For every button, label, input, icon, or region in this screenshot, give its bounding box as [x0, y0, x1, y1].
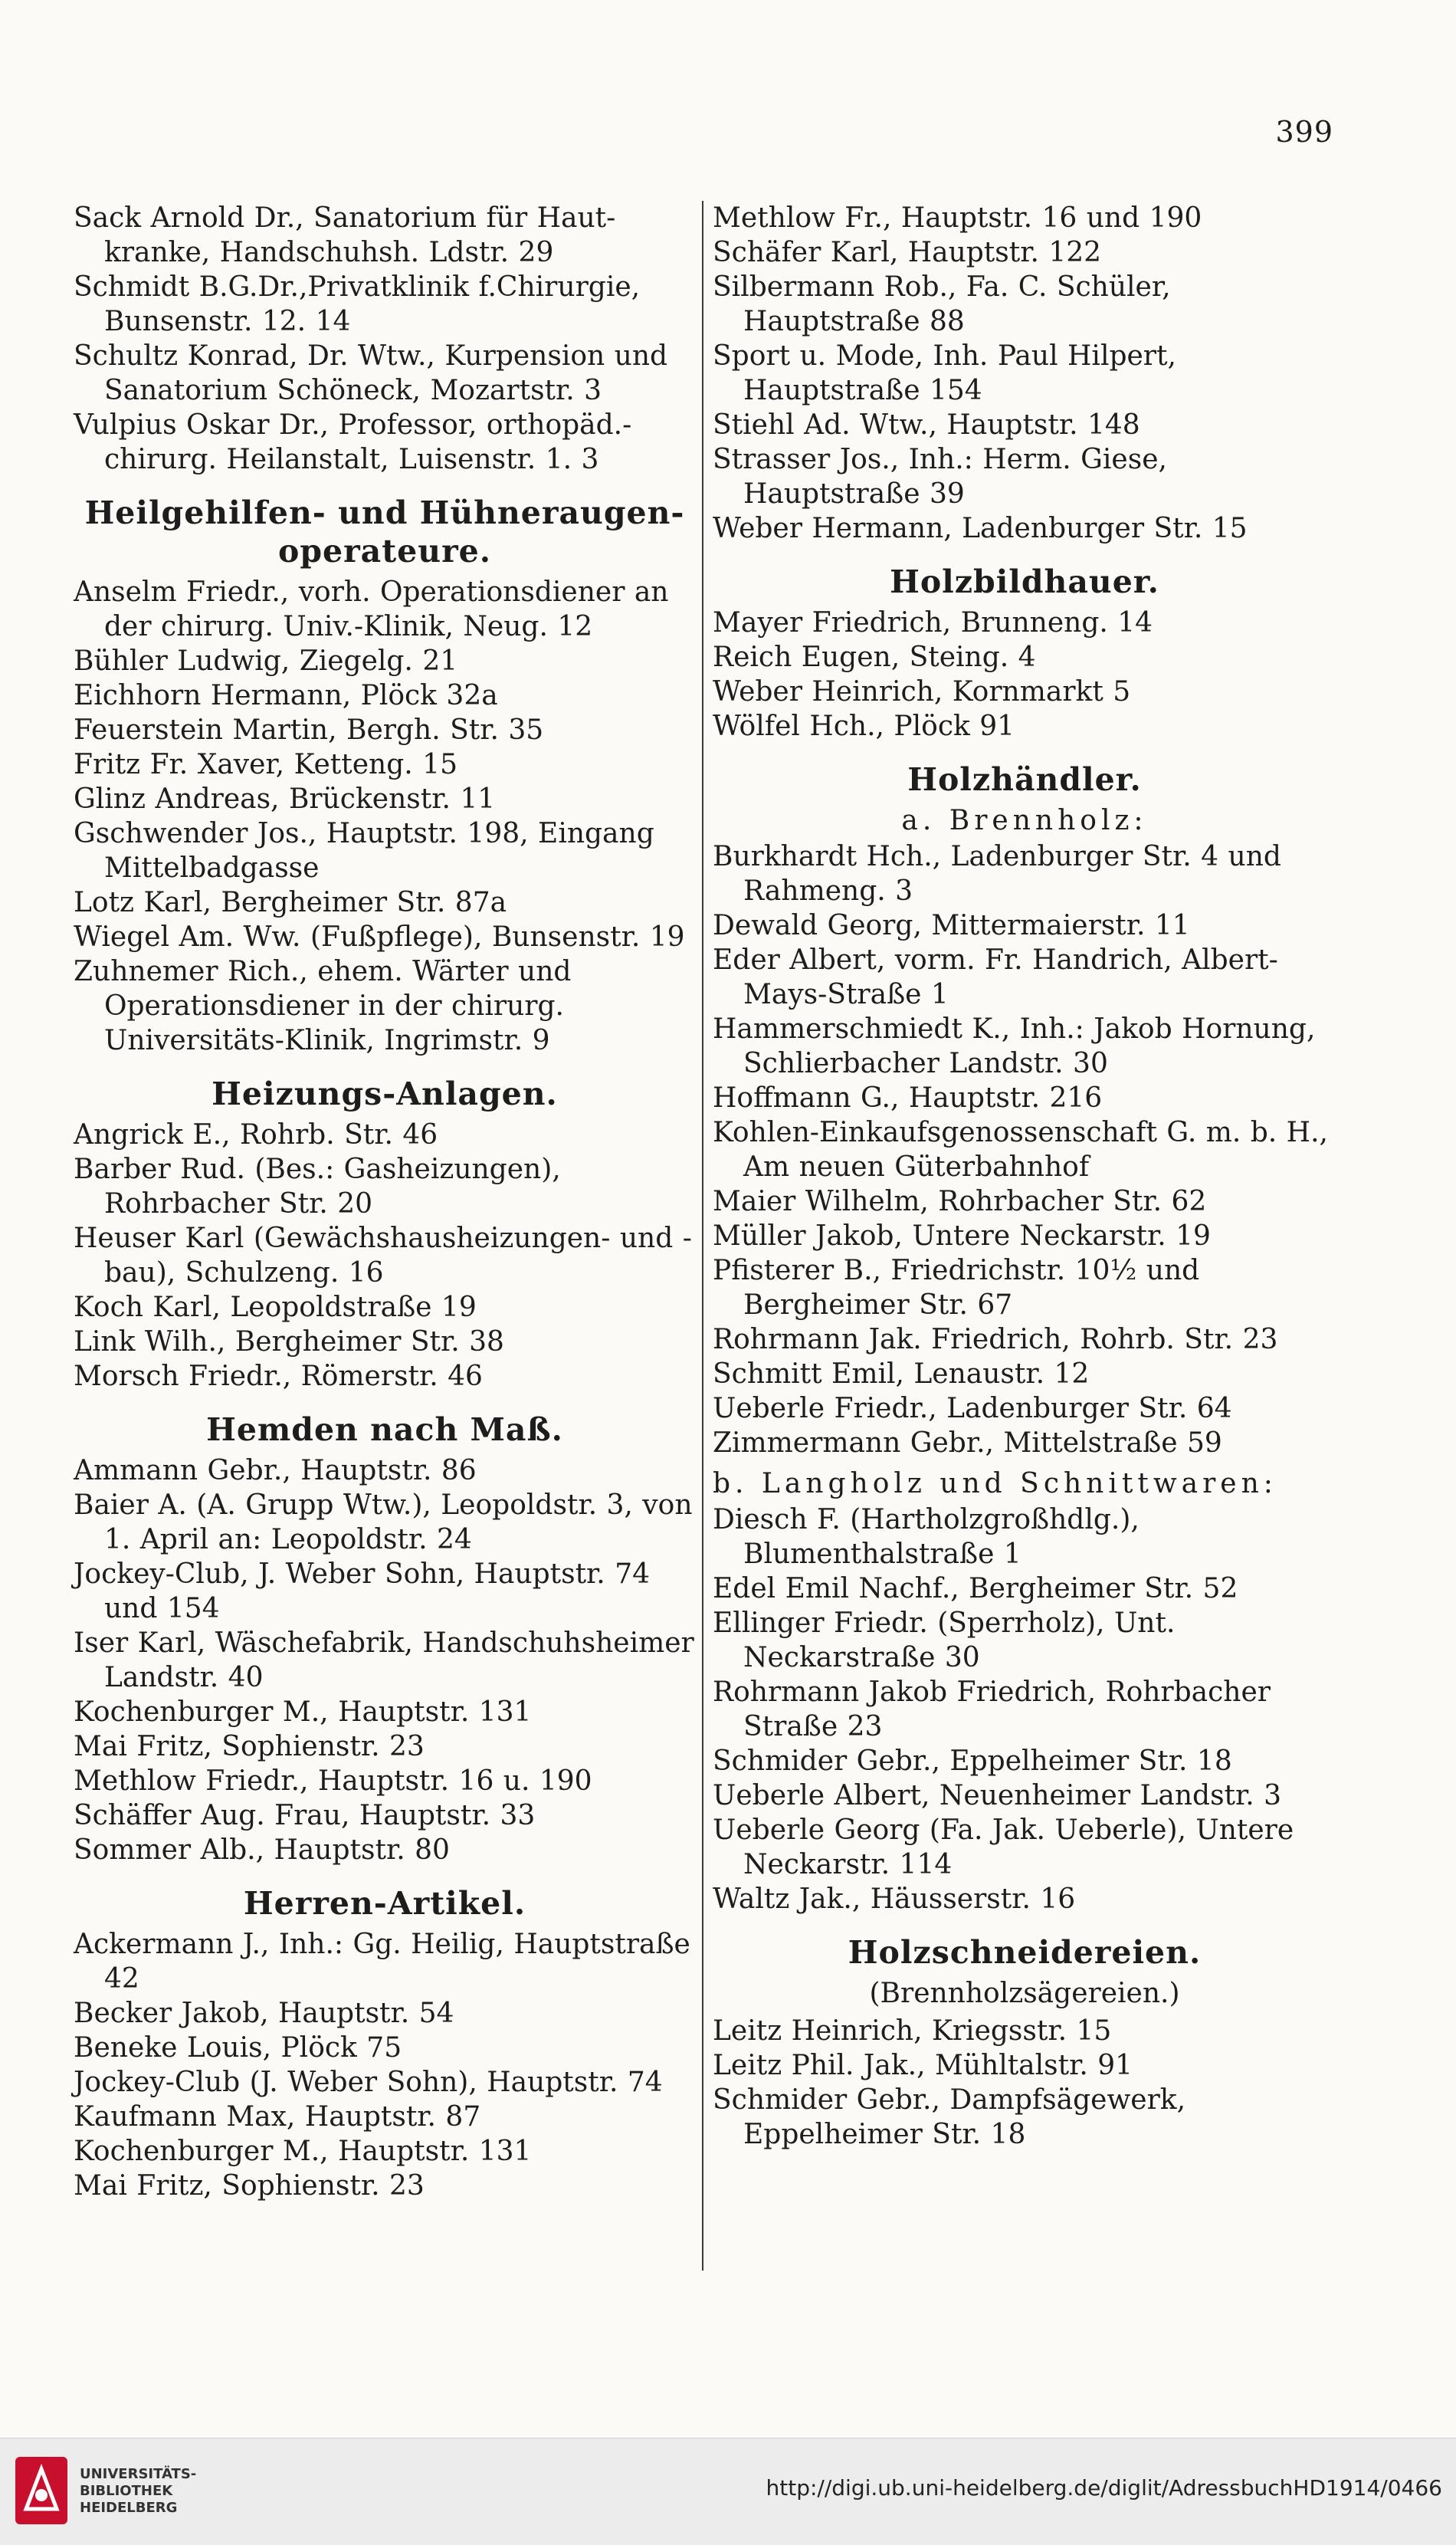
viewer-footer [0, 2438, 1456, 2545]
directory-entry: Eichhorn Hermann, Plöck 32a [74, 680, 498, 711]
directory-entry: Silbermann Rob., Fa. C. Schüler, Hauptstraße 88 [713, 271, 1171, 337]
section-heading-holzschneidereien: Holzschneidereien. [848, 1934, 1202, 1971]
directory-entry: Morsch Friedr., Römerstr. 46 [74, 1361, 483, 1392]
directory-entry: Link Wilh., Bergheimer Str. 38 [74, 1326, 504, 1358]
directory-entry: Glinz Andreas, Brückenstr. 11 [74, 783, 496, 815]
directory-entry: Vulpius Oskar Dr., Professor, orthopäd.-chirurg. Heilanstalt, Luisenstr. 1. 3 [74, 409, 632, 475]
page-number: 399 [1275, 115, 1333, 149]
directory-entry: Jockey-Club, J. Weber Sohn, Hauptstr. 74 und 154 [74, 1558, 650, 1624]
library-name-line: HEIDELBERG [80, 2500, 178, 2516]
directory-entry: Sommer Alb., Hauptstr. 80 [74, 1834, 450, 1866]
left-column [74, 201, 696, 2203]
directory-entry: Schäfer Karl, Hauptstr. 122 [713, 237, 1102, 268]
directory-entry: Schmitt Emil, Lenaustr. 12 [713, 1358, 1090, 1390]
directory-entry: Stiehl Ad. Wtw., Hauptstr. 148 [713, 409, 1140, 441]
directory-entry: Ammann Gebr., Hauptstr. 86 [74, 1455, 477, 1486]
section-heading-heizungs-anlagen: Heizungs-Anlagen. [212, 1075, 558, 1112]
directory-entry: Sack Arnold Dr., Sanatorium für Haut-kranke, Handschuhsh. Ldstr. 29 [74, 202, 616, 268]
directory-entry: Zimmermann Gebr., Mittelstraße 59 [713, 1427, 1222, 1459]
directory-entry: Wölfel Hch., Plöck 91 [713, 711, 1015, 742]
directory-entry: Bühler Ludwig, Ziegelg. 21 [74, 645, 458, 677]
directory-entry: Pfisterer B., Friedrichstr. 10½ und Bergheimer Str. 67 [713, 1255, 1200, 1321]
directory-entry: Hoffmann G., Hauptstr. 216 [713, 1082, 1103, 1114]
directory-entry: Weber Hermann, Ladenburger Str. 15 [713, 513, 1248, 544]
directory-entry: Ueberle Friedr., Ladenburger Str. 64 [713, 1393, 1232, 1424]
directory-entry: Eder Albert, vorm. Fr. Handrich, Albert-Mays-Straße 1 [713, 944, 1278, 1010]
directory-entry: Lotz Karl, Bergheimer Str. 87a [74, 887, 507, 918]
directory-entry: Mai Fritz, Sophienstr. 23 [74, 1731, 425, 1762]
directory-entry: Beneke Louis, Plöck 75 [74, 2032, 402, 2064]
directory-entry: Kochenburger M., Hauptstr. 131 [74, 1696, 532, 1728]
directory-entry: Heuser Karl (Gewächshausheizungen- und -bau), Schulzeng. 16 [74, 1223, 692, 1289]
directory-entry: Iser Karl, Wäschefabrik, Handschuhsheimer Landstr. 40 [74, 1627, 694, 1693]
library-name-line: UNIVERSITÄTS- [80, 2466, 197, 2482]
directory-entry: Mai Fritz, Sophienstr. 23 [74, 2170, 425, 2202]
section-heading-herren-artikel: Herren-Artikel. [243, 1885, 526, 1922]
directory-entry: Methlow Friedr., Hauptstr. 16 u. 190 [74, 1765, 592, 1797]
university-seal-icon [14, 2455, 69, 2526]
directory-entry: Anselm Friedr., vorh. Operationsdiener an der chirurg. Univ.-Klinik, Neug. 12 [74, 576, 669, 642]
directory-entry: Burkhardt Hch., Ladenburger Str. 4 und Rahmeng. 3 [713, 841, 1281, 907]
directory-entry: Gschwender Jos., Hauptstr. 198, Eingang Mittelbadgasse [74, 818, 654, 884]
directory-entry: Schmidt B.G.Dr.,Privatklinik f.Chirurgie, Bunsenstr. 12. 14 [74, 271, 641, 337]
directory-entry: Maier Wilhelm, Rohrbacher Str. 62 [713, 1186, 1207, 1217]
directory-entry: Müller Jakob, Untere Neckarstr. 19 [713, 1220, 1211, 1252]
section-heading-holzbildhauer: Holzbildhauer. [890, 563, 1159, 600]
directory-entry: Fritz Fr. Xaver, Ketteng. 15 [74, 749, 457, 780]
directory-entry: Rohrmann Jak. Friedrich, Rohrb. Str. 23 [713, 1324, 1278, 1355]
directory-entry: Reich Eugen, Steing. 4 [713, 642, 1036, 673]
directory-entry: Schäffer Aug. Frau, Hauptstr. 33 [74, 1800, 536, 1831]
directory-entry: Ueberle Georg (Fa. Jak. Ueberle), Untere Neckarstr. 114 [713, 1814, 1294, 1880]
directory-entry: Zuhnemer Rich., ehem. Wärter und Operationsdiener in der chirurg. Universitäts-Klinik, Ingrimstr. 9 [74, 956, 572, 1056]
directory-entry: Weber Heinrich, Kornmarkt 5 [713, 676, 1131, 708]
directory-entry: Koch Karl, Leopoldstraße 19 [74, 1292, 477, 1323]
directory-entry: Hammerschmiedt K., Inh.: Jakob Hornung, Schlierbacher Landstr. 30 [713, 1013, 1316, 1079]
directory-entry: Baier A. (A. Grupp Wtw.), Leopoldstr. 3, von 1. April an: Leopoldstr. 24 [74, 1489, 693, 1555]
library-name [80, 2466, 196, 2517]
section-heading-hemden: Hemden nach Maß. [206, 1411, 563, 1448]
subheading-brennholz: a. Brennholz: [901, 805, 1148, 836]
directory-entry: Ueberle Albert, Neuenheimer Landstr. 3 [713, 1780, 1282, 1811]
directory-entry: Kaufmann Max, Hauptstr. 87 [74, 2101, 481, 2133]
directory-entry: Leitz Heinrich, Kriegsstr. 15 [713, 2015, 1112, 2047]
directory-entry: Leitz Phil. Jak., Mühltalstr. 91 [713, 2050, 1133, 2081]
directory-entry: Ellinger Friedr. (Sperrholz), Unt. Neckarstraße 30 [713, 1607, 1176, 1673]
section-heading-holzhaendler: Holzhändler. [907, 761, 1142, 798]
directory-entry: Edel Emil Nachf., Bergheimer Str. 52 [713, 1573, 1238, 1604]
directory-entry: Angrick E., Rohrb. Str. 46 [74, 1119, 438, 1151]
library-name-line: BIBLIOTHEK [80, 2483, 173, 2499]
directory-entry: Dewald Georg, Mittermaierstr. 11 [713, 910, 1190, 941]
section-subtitle: (Brennholzsägereien.) [869, 1978, 1180, 2009]
right-column [713, 201, 1336, 2152]
directory-entry: Waltz Jak., Häusserstr. 16 [713, 1883, 1076, 1915]
directory-entry: Feuerstein Martin, Bergh. Str. 35 [74, 714, 544, 746]
directory-entry: Rohrmann Jakob Friedrich, Rohrbacher Straße 23 [713, 1676, 1271, 1742]
directory-entry: Sport u. Mode, Inh. Paul Hilpert, Hauptstraße 154 [713, 340, 1176, 406]
section-heading-heilgehilfen: Heilgehilfen- und Hühneraugen-operateure. [84, 494, 685, 570]
directory-entry: Strasser Jos., Inh.: Herm. Giese, Hauptstraße 39 [713, 444, 1167, 510]
directory-entry: Schmider Gebr., Eppelheimer Str. 18 [713, 1745, 1232, 1777]
permalink-url[interactable]: http://digi.ub.uni-heidelberg.de/diglit/AdressbuchHD1914/0466 [766, 2475, 1442, 2501]
directory-entry: Ackermann J., Inh.: Gg. Heilig, Hauptstraße 42 [74, 1929, 690, 1995]
directory-entry: Schultz Konrad, Dr. Wtw., Kurpension und Sanatorium Schöneck, Mozartstr. 3 [74, 340, 668, 406]
directory-entry: Schmider Gebr., Dampfsägewerk, Eppelheimer Str. 18 [713, 2084, 1186, 2150]
directory-entry: Methlow Fr., Hauptstr. 16 und 190 [713, 202, 1202, 234]
directory-entry: Kochenburger M., Hauptstr. 131 [74, 2136, 532, 2167]
directory-entry: Kohlen-Einkaufsgenossenschaft G. m. b. H., Am neuen Güterbahnhof [713, 1117, 1328, 1183]
directory-entry: Mayer Friedrich, Brunneng. 14 [713, 607, 1153, 639]
directory-entry: Jockey-Club (J. Weber Sohn), Hauptstr. 74 [74, 2067, 663, 2098]
directory-entry: Wiegel Am. Ww. (Fußpflege), Bunsenstr. 19 [74, 921, 685, 953]
column-divider [702, 201, 703, 2271]
subheading-langholz: b. Langholz und Schnittwaren: [713, 1468, 1277, 1499]
directory-entry: Becker Jakob, Hauptstr. 54 [74, 1998, 454, 2029]
directory-entry: Barber Rud. (Bes.: Gasheizungen), Rohrbacher Str. 20 [74, 1154, 561, 1220]
directory-entry: Diesch F. (Hartholzgroßhdlg.), Blumenthalstraße 1 [713, 1504, 1140, 1570]
